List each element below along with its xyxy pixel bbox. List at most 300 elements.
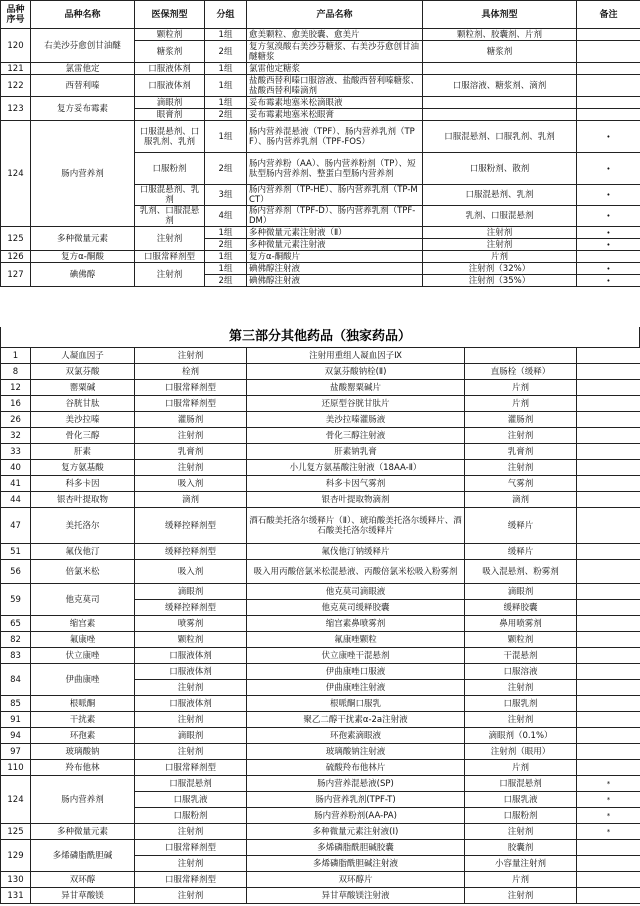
cell-name: 氯雷他定 bbox=[31, 63, 135, 75]
table-row bbox=[1, 544, 640, 560]
cell-note bbox=[577, 728, 640, 744]
cell-note bbox=[577, 648, 640, 664]
cell-product: 肠内营养粉（AA）、肠内营养粉剂（TP）、短肽型肠内营养剂、整蛋白型肠内营养剂 bbox=[247, 153, 423, 185]
table-row bbox=[1, 251, 640, 263]
cell-dosage: 滴眼剂 bbox=[135, 584, 247, 600]
cell-product: 骨化三醇注射液 bbox=[247, 428, 465, 444]
cell-product: 他克莫司缓释胶囊 bbox=[247, 600, 465, 616]
cell-name: 美托洛尔 bbox=[31, 508, 135, 544]
cell-note bbox=[577, 29, 640, 41]
cell-dosage: 口服混悬剂、乳剂 bbox=[135, 185, 205, 206]
cell-spec: 颗粒剂、胶囊剂、片剂 bbox=[423, 29, 577, 41]
cell-note bbox=[577, 75, 640, 97]
cell-product: 缩宫素鼻喷雾剂 bbox=[247, 616, 465, 632]
cell-note: * bbox=[577, 808, 640, 824]
cell-spec: 口服混悬剂 bbox=[465, 776, 577, 792]
cell-product: 多种微量元素注射液 bbox=[247, 239, 423, 251]
cell-group: 4组 bbox=[205, 206, 247, 227]
cell-product: 硫酸羚布他林片 bbox=[247, 760, 465, 776]
cell-dosage: 滴眼剂 bbox=[135, 728, 247, 744]
cell-no: 1 bbox=[1, 348, 31, 364]
table-row bbox=[1, 444, 640, 460]
table-row bbox=[1, 492, 640, 508]
cell-no: 110 bbox=[1, 760, 31, 776]
cell-name: 碘佛醇 bbox=[31, 263, 135, 287]
cell-name: 多烯磷脂酰胆碱 bbox=[31, 840, 135, 872]
cell-dosage: 口服液体剂 bbox=[135, 75, 205, 97]
cell-no: 59 bbox=[1, 584, 31, 616]
table-row bbox=[1, 476, 640, 492]
cell-group: 1组 bbox=[205, 251, 247, 263]
cell-product: 碘佛醇注射液 bbox=[247, 275, 423, 287]
cell-dosage: 口服液体剂 bbox=[135, 63, 205, 75]
cell-spec: 注射剂 bbox=[465, 460, 577, 476]
cell-name: 肝素 bbox=[31, 444, 135, 460]
cell-name: 伊曲康唑 bbox=[31, 664, 135, 696]
cell-name: 氟伐他汀 bbox=[31, 544, 135, 560]
cell-note bbox=[577, 856, 640, 872]
cell-dosage: 注射剂 bbox=[135, 428, 247, 444]
cell-group: 2组 bbox=[205, 41, 247, 63]
cell-group: 2组 bbox=[205, 109, 247, 121]
cell-product: 肝素钠乳膏 bbox=[247, 444, 465, 460]
cell-spec: 缓释胶囊 bbox=[465, 600, 577, 616]
cell-name: 科多卡因 bbox=[31, 476, 135, 492]
cell-dosage: 滴眼剂 bbox=[135, 97, 205, 109]
table-row bbox=[1, 760, 640, 776]
cell-no: 82 bbox=[1, 632, 31, 648]
cell-group: 3组 bbox=[205, 185, 247, 206]
cell-dosage: 注射剂 bbox=[135, 712, 247, 728]
table-row bbox=[1, 824, 640, 840]
cell-product: 妥布霉素地塞米松眼膏 bbox=[247, 109, 423, 121]
top-table-body bbox=[1, 29, 640, 287]
table-row bbox=[1, 744, 640, 760]
cell-dosage: 缓释控释剂型 bbox=[135, 508, 247, 544]
cell-dosage: 注射剂 bbox=[135, 888, 247, 904]
cell-no: 126 bbox=[1, 251, 31, 263]
cell-note: • bbox=[577, 121, 640, 153]
cell-note bbox=[577, 396, 640, 412]
cell-product: 盐酸罂粟碱片 bbox=[247, 380, 465, 396]
cell-name: 银杏叶提取物 bbox=[31, 492, 135, 508]
cell-no: 124 bbox=[1, 121, 31, 227]
cell-dosage: 注射剂 bbox=[135, 348, 247, 364]
cell-dosage: 注射剂 bbox=[135, 680, 247, 696]
cell-spec: 灌肠剂 bbox=[465, 412, 577, 428]
cell-note bbox=[577, 460, 640, 476]
cell-no: 8 bbox=[1, 364, 31, 380]
cell-note bbox=[577, 600, 640, 616]
cell-product: 多烯磷脂酰胆碱胶囊 bbox=[247, 840, 465, 856]
cell-dosage: 吸入剂 bbox=[135, 476, 247, 492]
table-row bbox=[1, 75, 640, 97]
cell-spec: 鼻用喷雾剂 bbox=[465, 616, 577, 632]
cell-product: 愈美颗粒、愈美胶囊、愈美片 bbox=[247, 29, 423, 41]
cell-no: 84 bbox=[1, 664, 31, 696]
cell-spec: 干混悬剂 bbox=[465, 648, 577, 664]
cell-name: 美沙拉嗪 bbox=[31, 412, 135, 428]
cell-note bbox=[577, 428, 640, 444]
cell-note bbox=[577, 348, 640, 364]
cell-spec: 吸入混悬剂、粉雾剂 bbox=[465, 560, 577, 584]
table-row bbox=[1, 121, 640, 153]
cell-dosage: 口服常释剂型 bbox=[135, 760, 247, 776]
cell-product: 盐酸西替利嗪口服溶液、盐酸西替利嗪糖浆、盐酸西替利嗪滴剂 bbox=[247, 75, 423, 97]
cell-note bbox=[577, 712, 640, 728]
cell-spec: 口服混悬剂、口服乳剂、乳剂 bbox=[423, 121, 577, 153]
cell-spec: 口服粉剂 bbox=[465, 808, 577, 824]
table-row bbox=[1, 348, 640, 364]
cell-product: 肠内营养剂（TPF-D）、肠内营养乳剂（TPF-DM） bbox=[247, 206, 423, 227]
cell-dosage: 口服常释剂型 bbox=[135, 380, 247, 396]
cell-note: • bbox=[577, 263, 640, 275]
cell-dosage: 口服常释剂型 bbox=[135, 396, 247, 412]
cell-dosage: 口服粉剂 bbox=[135, 153, 205, 185]
cell-spec: 注射剂 bbox=[465, 712, 577, 728]
cell-no: 51 bbox=[1, 544, 31, 560]
cell-product: 复方α-酮酸片 bbox=[247, 251, 423, 263]
cell-spec: 口服溶液、糖浆剂、滴剂 bbox=[423, 75, 577, 97]
cell-dosage: 口服乳液 bbox=[135, 792, 247, 808]
bottom-table bbox=[0, 347, 640, 904]
cell-name: 伏立康唑 bbox=[31, 648, 135, 664]
cell-spec bbox=[423, 97, 577, 109]
part3-title: 第三部分其他药品（独家药品） bbox=[0, 327, 640, 347]
cell-note: • bbox=[577, 185, 640, 206]
cell-note bbox=[577, 544, 640, 560]
cell-dosage: 口服液体剂 bbox=[135, 664, 247, 680]
table-row bbox=[1, 712, 640, 728]
cell-dosage: 注射剂 bbox=[135, 460, 247, 476]
cell-name: 复方妥布霉素 bbox=[31, 97, 135, 121]
cell-spec: 口服乳液 bbox=[465, 792, 577, 808]
cell-dosage: 吸入剂 bbox=[135, 560, 247, 584]
cell-spec: 注射剂 bbox=[465, 428, 577, 444]
cell-product: 氟康唑颗粒 bbox=[247, 632, 465, 648]
cell-note: * bbox=[577, 776, 640, 792]
cell-note bbox=[577, 744, 640, 760]
table-row bbox=[1, 840, 640, 856]
cell-note bbox=[577, 872, 640, 888]
cell-name: 玻璃酸钠 bbox=[31, 744, 135, 760]
cell-note: • bbox=[577, 239, 640, 251]
cell-product: 肠内营养粉剂(AA-PA) bbox=[247, 808, 465, 824]
header-note: 备注 bbox=[577, 1, 640, 29]
cell-group: 2组 bbox=[205, 153, 247, 185]
cell-product: 还原型谷胱甘肽片 bbox=[247, 396, 465, 412]
cell-spec: 口服乳剂 bbox=[465, 696, 577, 712]
cell-note: * bbox=[577, 824, 640, 840]
cell-note bbox=[577, 109, 640, 121]
cell-spec: 注射剂（32%） bbox=[423, 263, 577, 275]
table-row bbox=[1, 872, 640, 888]
cell-spec: 片剂 bbox=[465, 380, 577, 396]
cell-no: 125 bbox=[1, 824, 31, 840]
table-row bbox=[1, 263, 640, 275]
cell-note: • bbox=[577, 275, 640, 287]
header-product: 产品名称 bbox=[247, 1, 423, 29]
table-row bbox=[1, 728, 640, 744]
cell-name: 根哌酮 bbox=[31, 696, 135, 712]
cell-product: 酒石酸美托洛尔缓释片（Ⅱ）、琥珀酸美托洛尔缓释片、酒石酸美托洛尔缓释片 bbox=[247, 508, 465, 544]
cell-name: 干扰素 bbox=[31, 712, 135, 728]
cell-note bbox=[577, 412, 640, 428]
cell-note bbox=[577, 632, 640, 648]
bottom-table-body bbox=[1, 348, 640, 904]
cell-dosage: 口服液体剂 bbox=[135, 648, 247, 664]
header-group: 分组 bbox=[205, 1, 247, 29]
cell-spec: 注射剂 bbox=[465, 824, 577, 840]
cell-product: 小儿复方氨基酸注射液（18AA-Ⅱ） bbox=[247, 460, 465, 476]
cell-note bbox=[577, 41, 640, 63]
cell-note bbox=[577, 840, 640, 856]
table-row bbox=[1, 616, 640, 632]
cell-dosage: 注射剂 bbox=[135, 263, 205, 287]
cell-dosage: 栓剂 bbox=[135, 364, 247, 380]
cell-product: 吸入用丙酸倍氯米松混悬液、丙酸倍氯米松吸入粉雾剂 bbox=[247, 560, 465, 584]
cell-name: 肠内营养剂 bbox=[31, 121, 135, 227]
cell-group: 2组 bbox=[205, 275, 247, 287]
cell-note bbox=[577, 492, 640, 508]
cell-product: 肠内营养乳剂(TPF-T) bbox=[247, 792, 465, 808]
cell-spec: 胶囊剂 bbox=[465, 840, 577, 856]
cell-no: 85 bbox=[1, 696, 31, 712]
cell-spec: 颗粒剂 bbox=[465, 632, 577, 648]
cell-spec: 注射剂 bbox=[465, 680, 577, 696]
cell-name: 环孢素 bbox=[31, 728, 135, 744]
cell-dosage: 糖浆剂 bbox=[135, 41, 205, 63]
cell-no: 129 bbox=[1, 840, 31, 872]
cell-group: 2组 bbox=[205, 239, 247, 251]
cell-product: 氟伐他汀钠缓释片 bbox=[247, 544, 465, 560]
cell-no: 121 bbox=[1, 63, 31, 75]
cell-spec: 滴眼剂 bbox=[465, 584, 577, 600]
table-row bbox=[1, 460, 640, 476]
cell-spec: 乳剂、口服混悬剂 bbox=[423, 206, 577, 227]
cell-product: 碘佛醇注射液 bbox=[247, 263, 423, 275]
cell-group: 1组 bbox=[205, 97, 247, 109]
table-row bbox=[1, 584, 640, 600]
cell-note bbox=[577, 584, 640, 600]
table-row bbox=[1, 888, 640, 904]
cell-no: 123 bbox=[1, 97, 31, 121]
cell-group: 1组 bbox=[205, 75, 247, 97]
cell-product: 多种微量元素注射液（Ⅱ） bbox=[247, 227, 423, 239]
cell-product: 美沙拉嗪灌肠液 bbox=[247, 412, 465, 428]
cell-spec bbox=[465, 348, 577, 364]
cell-spec: 注射剂 bbox=[423, 227, 577, 239]
table-row bbox=[1, 696, 640, 712]
cell-spec: 片剂 bbox=[423, 251, 577, 263]
cell-no: 65 bbox=[1, 616, 31, 632]
cell-product: 肠内营养混悬液(SP) bbox=[247, 776, 465, 792]
cell-no: 33 bbox=[1, 444, 31, 460]
cell-note bbox=[577, 63, 640, 75]
cell-product: 双氯芬酸钠栓(Ⅱ) bbox=[247, 364, 465, 380]
table-row bbox=[1, 648, 640, 664]
cell-no: 32 bbox=[1, 428, 31, 444]
table-row bbox=[1, 364, 640, 380]
cell-product: 聚乙二醇干扰素α-2a注射液 bbox=[247, 712, 465, 728]
cell-note bbox=[577, 664, 640, 680]
cell-no: 41 bbox=[1, 476, 31, 492]
cell-no: 16 bbox=[1, 396, 31, 412]
cell-note bbox=[577, 616, 640, 632]
cell-note bbox=[577, 680, 640, 696]
table-row bbox=[1, 776, 640, 792]
cell-product: 伏立康唑干混悬剂 bbox=[247, 648, 465, 664]
table-row bbox=[1, 428, 640, 444]
cell-dosage: 口服常释剂型 bbox=[135, 840, 247, 856]
cell-note: • bbox=[577, 206, 640, 227]
cell-name: 他克莫司 bbox=[31, 584, 135, 616]
cell-note bbox=[577, 364, 640, 380]
cell-note bbox=[577, 560, 640, 584]
cell-spec bbox=[423, 109, 577, 121]
table-row bbox=[1, 29, 640, 41]
cell-product: 根哌酮口服乳 bbox=[247, 696, 465, 712]
cell-product: 异甘草酸镁注射液 bbox=[247, 888, 465, 904]
cell-product: 环孢素滴眼液 bbox=[247, 728, 465, 744]
cell-no: 26 bbox=[1, 412, 31, 428]
cell-product: 双环醇片 bbox=[247, 872, 465, 888]
cell-spec: 缓释片 bbox=[465, 508, 577, 544]
header-name: 品种名称 bbox=[31, 1, 135, 29]
cell-dosage: 口服液体剂 bbox=[135, 696, 247, 712]
cell-dosage: 眼膏剂 bbox=[135, 109, 205, 121]
cell-note: * bbox=[577, 792, 640, 808]
cell-product: 科多卡因气雾剂 bbox=[247, 476, 465, 492]
cell-note bbox=[577, 760, 640, 776]
cell-name: 异甘草酸镁 bbox=[31, 888, 135, 904]
cell-name: 多种微量元素 bbox=[31, 824, 135, 840]
cell-no: 131 bbox=[1, 888, 31, 904]
cell-spec: 片剂 bbox=[465, 396, 577, 412]
cell-name: 缩宫素 bbox=[31, 616, 135, 632]
cell-name: 复方氨基酸 bbox=[31, 460, 135, 476]
cell-note bbox=[577, 696, 640, 712]
cell-spec bbox=[423, 63, 577, 75]
cell-no: 12 bbox=[1, 380, 31, 396]
cell-name: 谷胱甘肽 bbox=[31, 396, 135, 412]
cell-spec: 注射剂（35%） bbox=[423, 275, 577, 287]
cell-group: 1组 bbox=[205, 29, 247, 41]
table-row bbox=[1, 227, 640, 239]
header-spec: 具体剂型 bbox=[423, 1, 577, 29]
cell-dosage: 口服混悬剂、口服乳剂、乳剂 bbox=[135, 121, 205, 153]
cell-group: 1组 bbox=[205, 63, 247, 75]
cell-no: 127 bbox=[1, 263, 31, 287]
table-row bbox=[1, 560, 640, 584]
cell-name: 西替利嗪 bbox=[31, 75, 135, 97]
cell-no: 122 bbox=[1, 75, 31, 97]
cell-dosage: 口服混悬剂 bbox=[135, 776, 247, 792]
table-row bbox=[1, 412, 640, 428]
cell-product: 肠内营养剂（TP-HE）、肠内营养乳剂（TP-MCT） bbox=[247, 185, 423, 206]
cell-spec: 乳膏剂 bbox=[465, 444, 577, 460]
cell-spec: 滴剂 bbox=[465, 492, 577, 508]
cell-product: 肠内营养混悬液（TPF）、肠内营养乳剂（TPF）、肠内营养乳剂（TPF-FOS） bbox=[247, 121, 423, 153]
cell-name: 双环醇 bbox=[31, 872, 135, 888]
header-row bbox=[1, 1, 640, 29]
cell-dosage: 口服粉剂 bbox=[135, 808, 247, 824]
cell-name: 倍氯米松 bbox=[31, 560, 135, 584]
cell-note bbox=[577, 251, 640, 263]
table-row bbox=[1, 632, 640, 648]
table-row bbox=[1, 396, 640, 412]
cell-product: 伊曲康唑注射液 bbox=[247, 680, 465, 696]
cell-note bbox=[577, 444, 640, 460]
header-no: 品种序号 bbox=[1, 1, 31, 29]
cell-dosage: 乳膏剂 bbox=[135, 444, 247, 460]
cell-product: 多种微量元素注射液(Ⅰ) bbox=[247, 824, 465, 840]
cell-dosage: 乳剂、口服混悬剂 bbox=[135, 206, 205, 227]
cell-product: 注射用重组人凝血因子Ⅸ bbox=[247, 348, 465, 364]
table-row bbox=[1, 63, 640, 75]
cell-name: 人凝血因子 bbox=[31, 348, 135, 364]
cell-spec: 注射剂 bbox=[465, 888, 577, 904]
cell-no: 40 bbox=[1, 460, 31, 476]
cell-spec: 小容量注射剂 bbox=[465, 856, 577, 872]
cell-name: 氟康唑 bbox=[31, 632, 135, 648]
cell-dosage: 注射剂 bbox=[135, 744, 247, 760]
cell-group: 1组 bbox=[205, 227, 247, 239]
top-table bbox=[0, 0, 640, 287]
cell-spec: 片剂 bbox=[465, 760, 577, 776]
cell-spec: 气雾剂 bbox=[465, 476, 577, 492]
cell-name: 肠内营养剂 bbox=[31, 776, 135, 824]
cell-spec: 片剂 bbox=[465, 872, 577, 888]
cell-spec: 口服混悬剂、乳剂 bbox=[423, 185, 577, 206]
cell-no: 91 bbox=[1, 712, 31, 728]
cell-product: 妥布霉素地塞米松滴眼液 bbox=[247, 97, 423, 109]
cell-group: 1组 bbox=[205, 263, 247, 275]
cell-spec: 注射剂 bbox=[423, 239, 577, 251]
cell-product: 玻璃酸钠注射液 bbox=[247, 744, 465, 760]
cell-spec: 缓释片 bbox=[465, 544, 577, 560]
table-row bbox=[1, 97, 640, 109]
cell-product: 伊曲康唑口服液 bbox=[247, 664, 465, 680]
cell-name: 复方α-酮酸 bbox=[31, 251, 135, 263]
cell-dosage: 注射剂 bbox=[135, 227, 205, 251]
cell-name: 罂粟碱 bbox=[31, 380, 135, 396]
cell-note bbox=[577, 508, 640, 544]
cell-dosage: 口服常释剂型 bbox=[135, 251, 205, 263]
cell-name: 右美沙芬愈创甘油醚 bbox=[31, 29, 135, 63]
table-row bbox=[1, 508, 640, 544]
cell-dosage: 注射剂 bbox=[135, 856, 247, 872]
cell-name: 羚布他林 bbox=[31, 760, 135, 776]
cell-note bbox=[577, 97, 640, 109]
cell-spec: 糖浆剂 bbox=[423, 41, 577, 63]
header-dosage: 医保剂型 bbox=[135, 1, 205, 29]
cell-spec: 滴眼剂（0.1%） bbox=[465, 728, 577, 744]
cell-dosage: 口服常释剂型 bbox=[135, 872, 247, 888]
cell-note: • bbox=[577, 153, 640, 185]
cell-dosage: 喷雾剂 bbox=[135, 616, 247, 632]
cell-note bbox=[577, 476, 640, 492]
cell-dosage: 滴剂 bbox=[135, 492, 247, 508]
cell-no: 44 bbox=[1, 492, 31, 508]
cell-name: 骨化三醇 bbox=[31, 428, 135, 444]
cell-spec: 口服粉剂、散剂 bbox=[423, 153, 577, 185]
cell-name: 多种微量元素 bbox=[31, 227, 135, 251]
cell-no: 125 bbox=[1, 227, 31, 251]
cell-dosage: 缓释控释剂型 bbox=[135, 600, 247, 616]
cell-no: 83 bbox=[1, 648, 31, 664]
cell-no: 130 bbox=[1, 872, 31, 888]
